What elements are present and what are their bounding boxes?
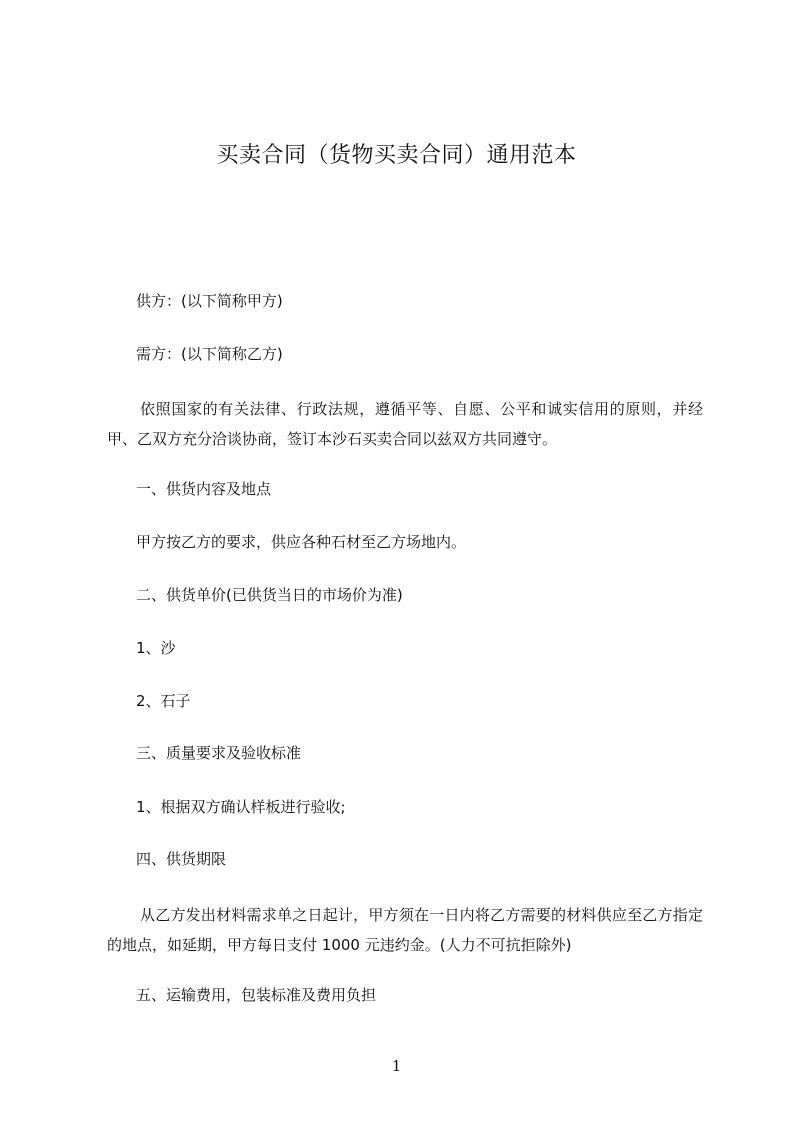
section5-heading: 五、运输费用，包装标准及费用负担 [136, 986, 377, 1004]
section2-item-sand: 1、沙 [136, 639, 176, 657]
section4-heading: 四、供货期限 [136, 850, 227, 868]
section2-item-gravel: 2、石子 [136, 692, 191, 710]
document-title: 买卖合同（货物买卖合同）通用范本 [216, 143, 577, 168]
supplier-line: 供方：(以下简称甲方) [136, 292, 283, 310]
section1-text: 甲方按乙方的要求，供应各种石材至乙方场地内。 [136, 533, 467, 551]
page-number: 1 [391, 1057, 402, 1075]
section3-heading: 三、质量要求及验收标准 [136, 744, 302, 762]
section2-heading: 二、供货单价(已供货当日的市场价为准) [136, 586, 403, 604]
section3-item1: 1、根据双方确认样板进行验收; [136, 798, 346, 816]
section4-paragraph: 从乙方发出材料需求单之日起计，甲方须在一日内将乙方需要的材料供应至乙方指定的地点，如延期，甲方每日支付 1000 元违约金。(人力不可抗拒除外) [107, 906, 703, 954]
preamble-paragraph: 依照国家的有关法律、行政法规，遵循平等、自愿、公平和诚实信用的原则，并经甲、乙双方充分洽谈协商，签订本沙石买卖合同以兹双方共同遵守。 [107, 400, 703, 448]
buyer-line: 需方：(以下简称乙方) [136, 345, 283, 363]
section1-heading: 一、供货内容及地点 [136, 480, 272, 498]
